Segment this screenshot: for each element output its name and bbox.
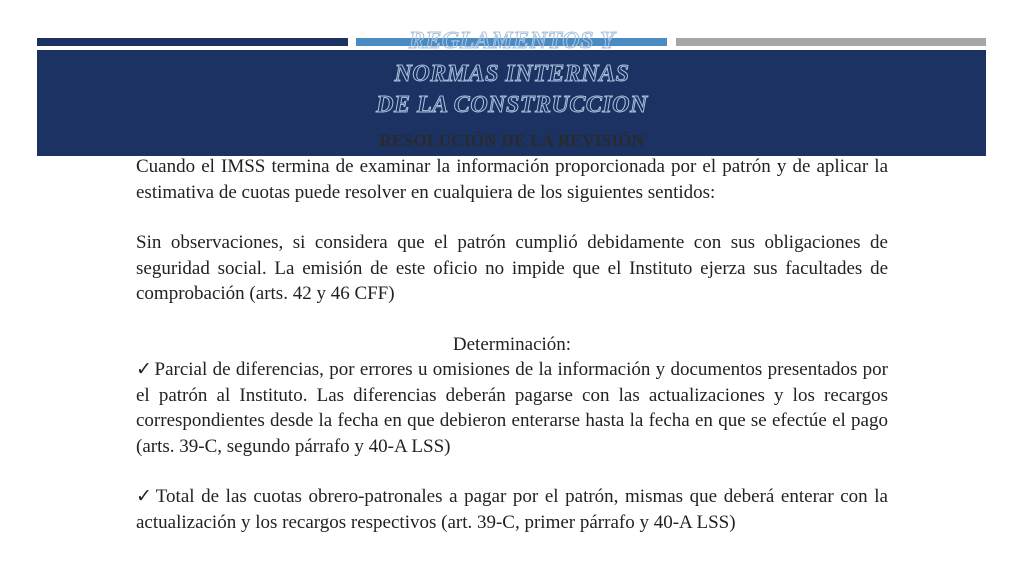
check-icon: ✓ <box>136 486 154 507</box>
bullet-text: Total de las cuotas obrero-patronales a pagar por el patrón, mismas que deberá enterar con la actualización y los recargos respectivos (art. 39-C, primer párrafo y 40-A LSS) <box>136 486 888 533</box>
intro-paragraph: Cuando el IMSS termina de examinar la información proporcionada por el patrón y de aplicar la estimativa de cuotas puede resolver en cualquiera de los siguientes sentidos: <box>136 156 888 203</box>
paragraph-spacer <box>136 459 888 484</box>
section-subtitle: RESOLUCIÓN DE LA REVISIÓN <box>379 131 645 150</box>
paragraph-spacer <box>136 307 888 332</box>
bullet-partial-differences <box>136 357 888 459</box>
bullet-text: Parcial de diferencias, por errores u omisiones de la información y documentos presentados por el patrón al Instituto. Las diferencias deberán pagarse con las actualizaciones y los recargos correspondientes desde la fecha en que debieron enterarse hasta la fecha en que se efectúe el pago (arts. 39-C, segundo párrafo y 40-A LSS) <box>136 359 888 457</box>
no-observations-paragraph: Sin observaciones, si considera que el patrón cumplió debidamente con sus obligaciones de seguridad social. La emisión de este oficio no impide que el Instituto ejerza sus facultades de comprobación (arts. 42 y 46 CFF) <box>136 232 888 304</box>
determination-heading: Determinación: <box>452 333 572 355</box>
slide-title-line-3: DE LA CONSTRUCCION <box>376 92 648 118</box>
slide-title-line-1: REGLAMENTOS Y <box>408 28 616 54</box>
bullet-total-quotas <box>136 484 888 535</box>
slide-title-line-2: NORMAS INTERNAS <box>394 61 630 87</box>
check-icon: ✓ <box>136 359 153 380</box>
slide-body <box>136 154 888 535</box>
paragraph-spacer <box>136 205 888 230</box>
